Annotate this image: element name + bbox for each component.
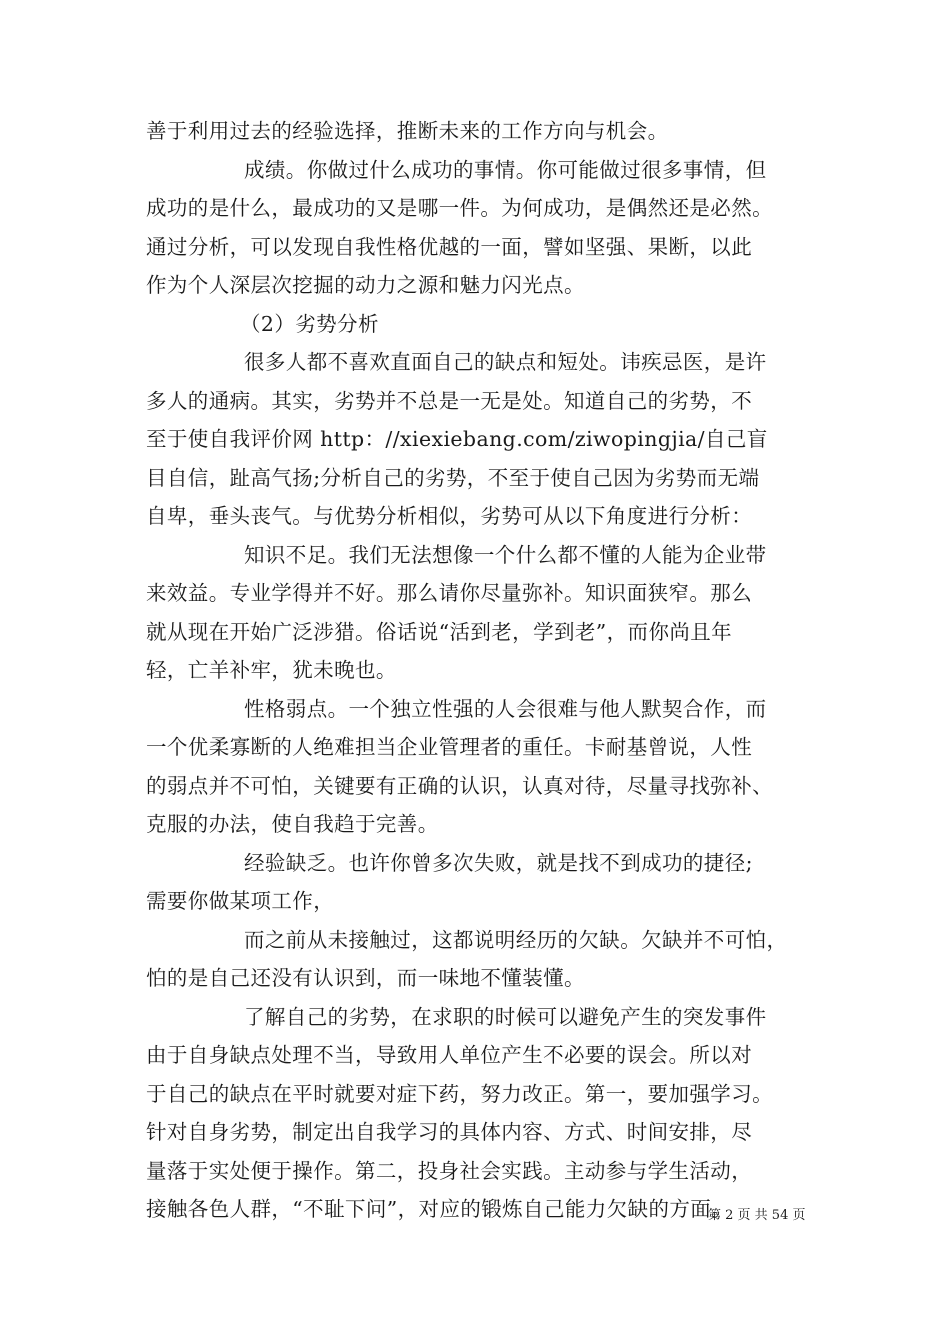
text-line: 知识不足。我们无法想像一个什么都不懂的人能为企业带 — [244, 542, 767, 567]
text-line: 自卑，垂头丧气。与优势分析相似，劣势可从以下角度进行分析： — [146, 504, 753, 528]
text-line: 由于自身缺点处理不当，导致用人单位产生不必要的误会。所以对 — [146, 1043, 753, 1067]
text-line: 作为个人深层次挖掘的动力之源和魅力闪光点。 — [146, 273, 585, 297]
text-line: 多人的通病。其实，劣势并不总是一无是处。知道自己的劣势，不 — [146, 388, 753, 413]
text-line: 通过分析，可以发现自我性格优越的一面，譬如坚强、果断，以此 — [146, 234, 753, 259]
text-line: 针对自身劣势，制定出自我学习的具体内容、方式、时间安排，尽 — [146, 1120, 753, 1144]
text-line: 善于利用过去的经验选择，推断未来的工作方向与机会。 — [146, 119, 669, 143]
page-number-footer: 第 2 页 共 54 页 — [708, 1208, 806, 1223]
text-line: 了解自己的劣势，在求职的时候可以避免产生的突发事件 — [244, 1004, 767, 1029]
text-line: 一个优柔寡断的人绝难担当企业管理者的重任。卡耐基曾说，人性 — [146, 735, 753, 759]
text-line: 轻，亡羊补牢，犹未晚也。 — [146, 658, 397, 682]
section-heading: （2）劣势分析 — [240, 311, 379, 336]
text-line: 接触各色人群，“不耻下问”，对应的锻炼自己能力欠缺的方面。 — [146, 1197, 733, 1221]
text-line: 就从现在开始广泛涉猎。俗话说“活到老，学到老”，而你尚且年 — [146, 619, 733, 644]
text-line: 而之前从未接触过，这都说明经历的欠缺。欠缺并不可怕， — [244, 927, 788, 952]
text-line: 怕的是自己还没有认识到，而一味地不懂装懂。 — [146, 966, 585, 990]
text-line: 来效益。专业学得并不好。那么请你尽量弥补。知识面狭窄。那么 — [146, 581, 753, 605]
text-line: 的弱点并不可怕，关键要有正确的认识，认真对待，尽量寻找弥补、 — [146, 773, 773, 798]
text-line: 目自信，趾高气扬;分析自己的劣势，不至于使自己因为劣势而无端 — [146, 465, 760, 490]
text-line: 很多人都不喜欢直面自己的缺点和短处。讳疾忌医，是许 — [244, 350, 767, 374]
text-line: 经验缺乏。也许你曾多次失败，就是找不到成功的捷径; — [244, 850, 753, 875]
text-line: 性格弱点。一个独立性强的人会很难与他人默契合作，而 — [244, 696, 767, 721]
text-line: 于自己的缺点在平时就要对症下药，努力改正。第一，要加强学习。 — [146, 1081, 773, 1106]
text-line: 成功的是什么，最成功的又是哪一件。为何成功，是偶然还是必然。 — [146, 196, 773, 220]
text-line: 至于使自我评价网 http：//xiexiebang.com/ziwopingjia/自己盲 — [146, 427, 768, 451]
text-line: 成绩。你做过什么成功的事情。你可能做过很多事情，但 — [244, 157, 767, 182]
text-line: 克服的办法，使自我趋于完善。 — [146, 812, 439, 836]
text-line: 量落于实处便于操作。第二，投身社会实践。主动参与学生活动， — [146, 1158, 753, 1183]
text-line: 需要你做某项工作， — [146, 889, 335, 913]
body-text — [146, 112, 826, 1229]
